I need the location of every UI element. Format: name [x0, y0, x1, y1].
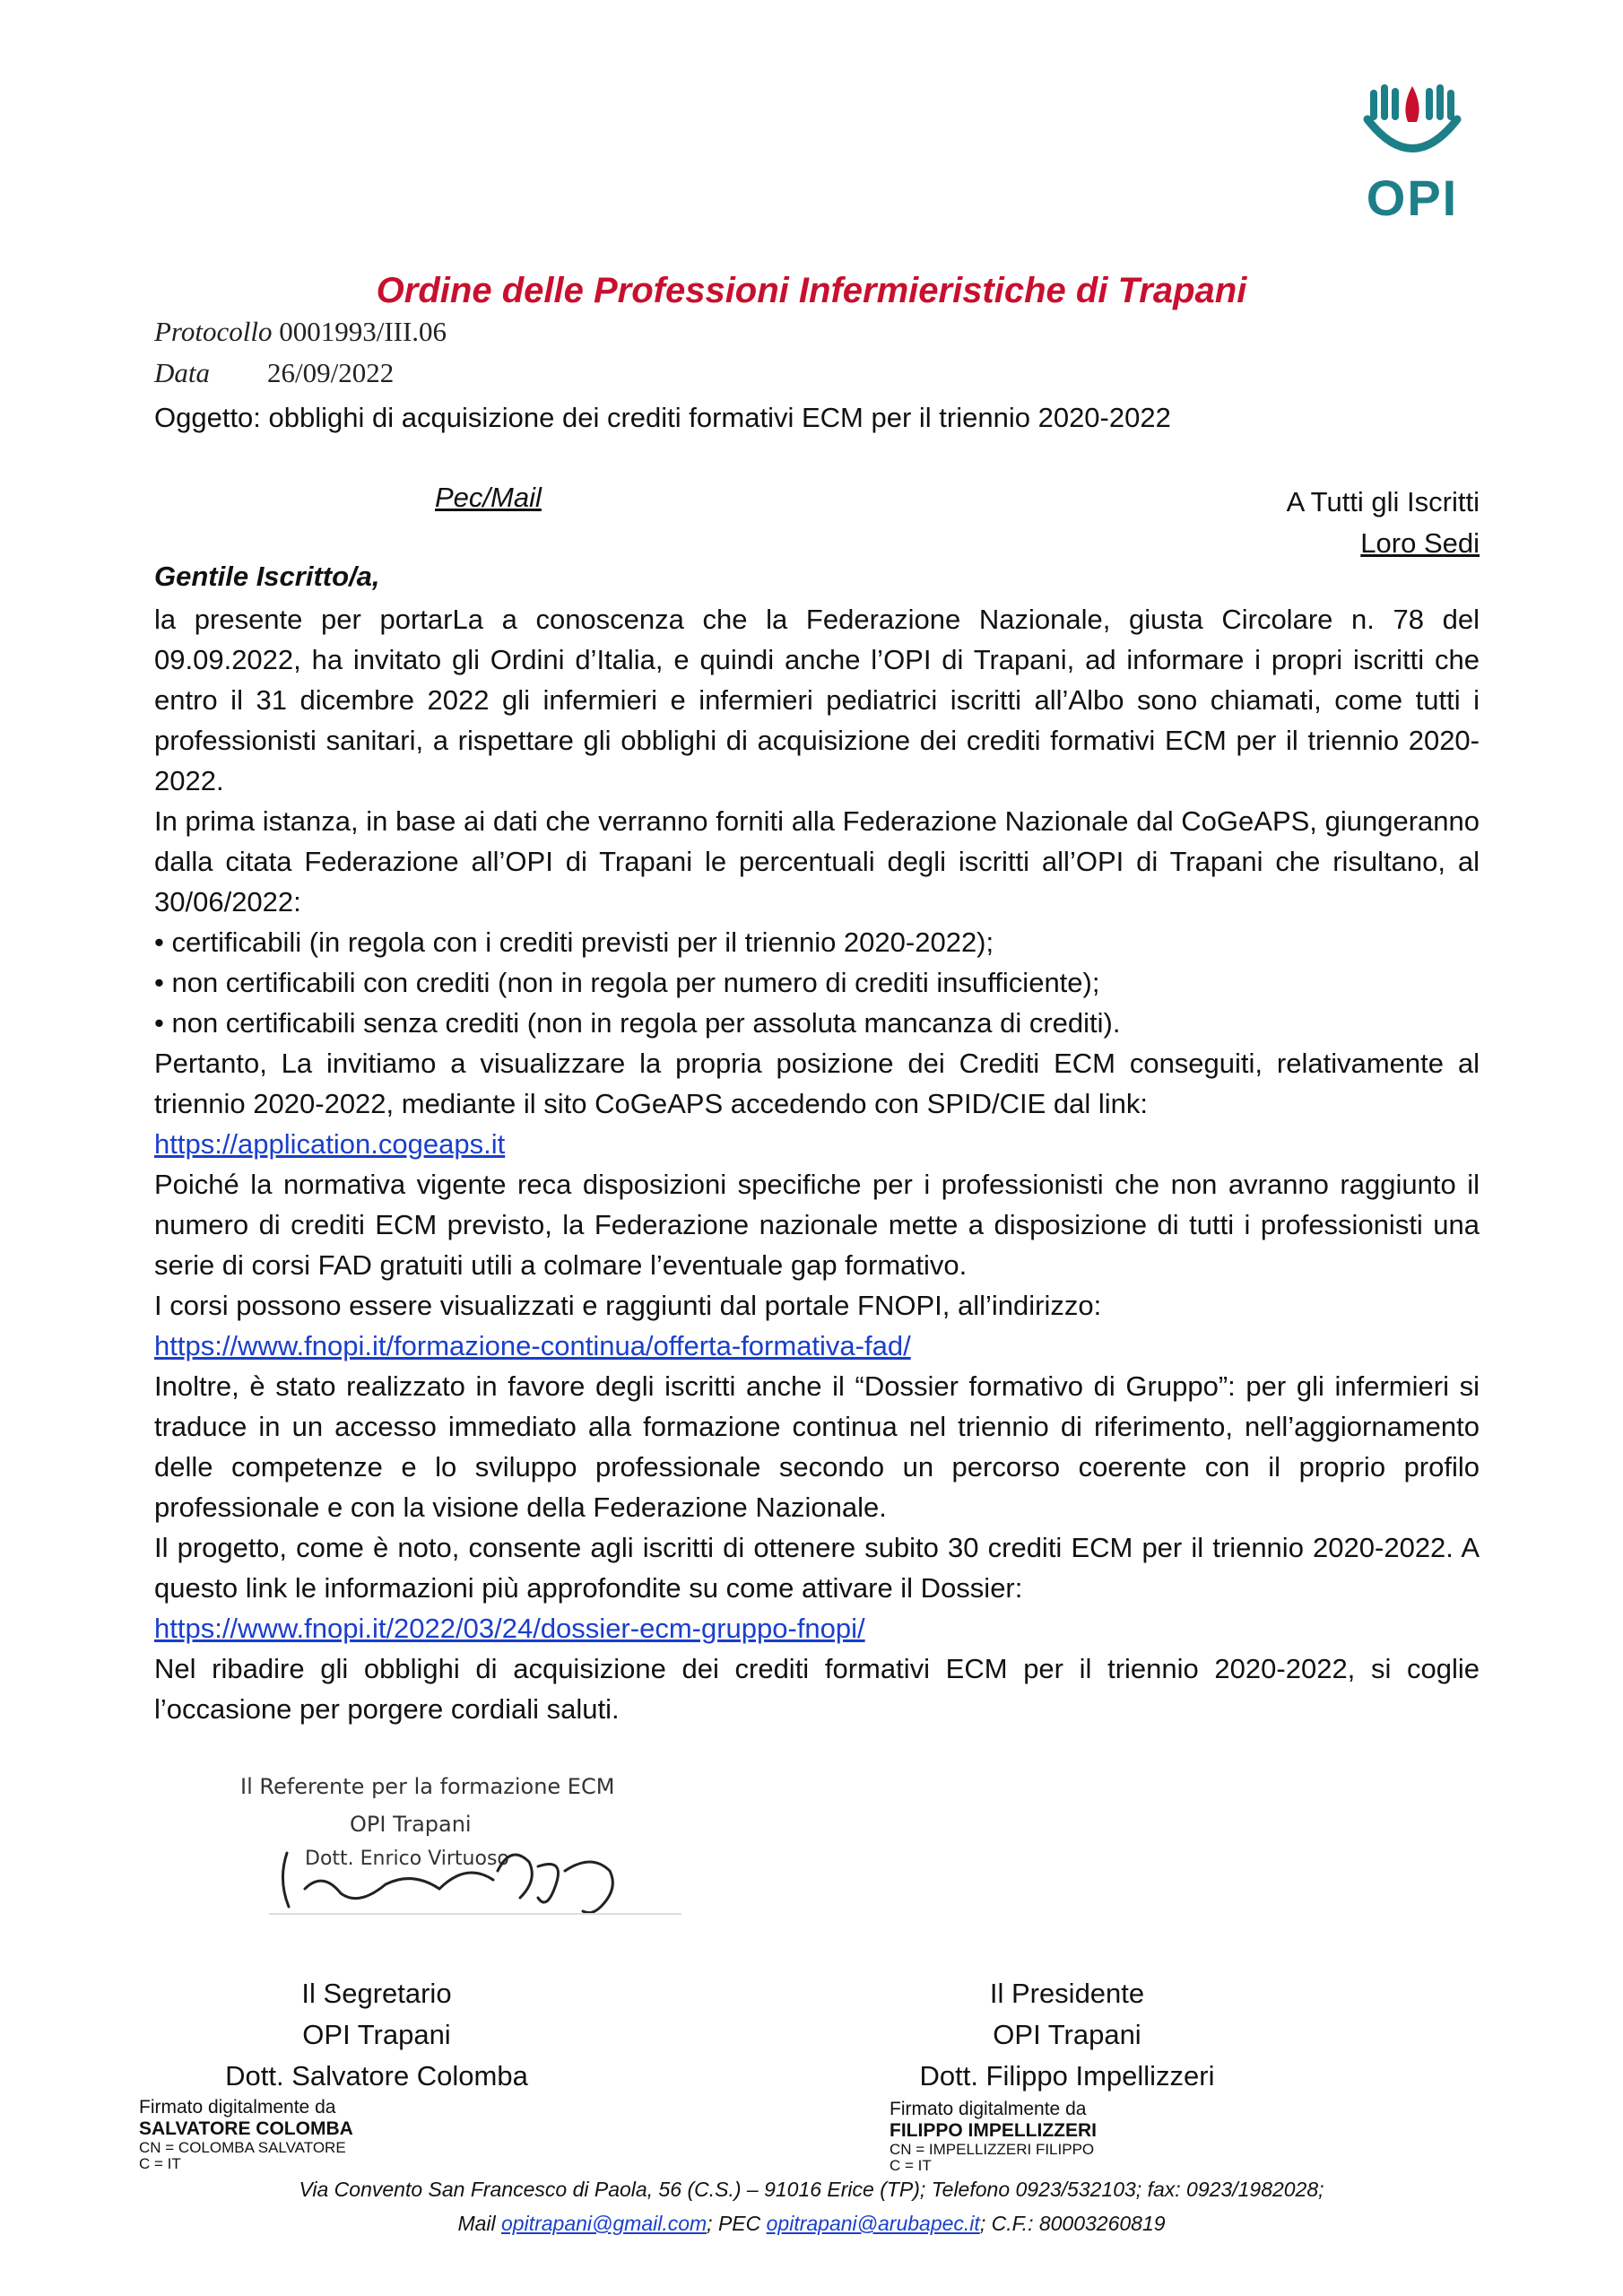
paragraph-instructions: Pertanto, La invitiamo a visualizzare la propria posizione dei Crediti ECM conseguiti, relativamente al triennio 2020-2022, mediante il sito CoGeAPS accedendo con SPID/CIE dal link:: [154, 1048, 1480, 1119]
logo-text: OPI: [1366, 170, 1459, 226]
paragraph-portal: I corsi possono essere visualizzati e raggiunti dal portale FNOPI, all’indirizzo:: [154, 1290, 1102, 1321]
footer-pec-label: ; PEC: [707, 2212, 761, 2235]
president-org: OPI Trapani: [993, 2019, 1141, 2050]
secretary-role: Il Segretario: [301, 1978, 452, 2009]
digital-signature-right: [890, 2099, 1097, 2174]
digital-signature-left: [139, 2097, 353, 2172]
referent-name: Dott. Enrico Virtuoso: [305, 1848, 509, 1870]
footer-address: Via Convento San Francesco di Paola, 56 (C.S.) – 91016 Erice (TP); Telefono 0923/532103; fax: 0923/1982028;: [299, 2178, 1324, 2201]
paragraph-data: In prima istanza, in base ai dati che verranno forniti alla Federazione Nazionale dal CoGeAPS, giungeranno dalla citata Federazione all’OPI di Trapani le percentuali degli iscritti all’OPI di Trapani che risultano, al 30/06/2022:: [154, 805, 1480, 918]
president-name: Dott. Filippo Impellizzeri: [919, 2060, 1215, 2092]
president-role: Il Presidente: [989, 1978, 1145, 2009]
bullet-item: • non certificabili senza crediti (non in regola per assoluta mancanza di crediti).: [154, 1007, 1121, 1039]
handwritten-signature: [269, 1844, 699, 1916]
digital-signature-cn: CN = IMPELLIZZERI FILIPPO: [890, 2141, 1095, 2158]
footer: [0, 2172, 1623, 2240]
recipients-line2: Loro Sedi: [1360, 527, 1480, 559]
footer-contacts: [0, 2206, 1623, 2240]
fnopi-dossier-link[interactable]: https://www.fnopi.it/2022/03/24/dossier-ecm-gruppo-fnopi/: [154, 1613, 865, 1644]
bullet-item: • non certificabili con crediti (non in regola per numero di crediti insufficiente);: [154, 967, 1100, 998]
date-value: 26/09/2022: [267, 357, 395, 388]
recipients-line1: A Tutti gli Iscritti: [1286, 486, 1480, 517]
fnopi-fad-link[interactable]: https://www.fnopi.it/formazione-continua/offerta-formativa-fad/: [154, 1330, 911, 1361]
recipients: [1287, 482, 1480, 564]
footer-mail-link[interactable]: opitrapani@gmail.com: [501, 2212, 707, 2235]
paragraph-project: Il progetto, come è noto, consente agli iscritti di ottenere subito 30 crediti ECM per il triennio 2020-2022. A questo link le informazioni più approfondite su come attivare il Dossier:: [154, 1532, 1480, 1604]
paragraph-dossier: Inoltre, è stato realizzato in favore degli iscritti anche il “Dossier formativo di Gruppo”: per gli infermieri si traduce in un accesso immediato alla formazione continua nel triennio di riferimento, nell’aggiornamento delle competenze e lo sviluppo professionale secondo un percorso coerente con il proprio profilo professionale e con la visione della Federazione Nazionale.: [154, 1370, 1480, 1523]
subject-line: Oggetto: obblighi di acquisizione dei crediti formativi ECM per il triennio 2020-2022: [154, 402, 1171, 433]
digital-signature-name: SALVATORE COLOMBA: [139, 2118, 353, 2139]
protocol-line: [154, 316, 447, 348]
paragraph-closing: Nel ribadire gli obblighi di acquisizione dei crediti formativi ECM per il triennio 2020-2022, si coglie l’occasione per porgere cordiali saluti.: [154, 1653, 1480, 1725]
secretary-org: OPI Trapani: [302, 2019, 451, 2050]
greeting: Gentile Iscritto/a,: [154, 561, 380, 592]
referent-org: OPI Trapani: [350, 1812, 472, 1837]
organization-title: Ordine delle Professioni Infermieristiche di Trapani: [376, 271, 1247, 310]
digital-signature-cn: CN = COLOMBA SALVATORE: [139, 2139, 346, 2156]
date-line: [154, 357, 394, 389]
footer-mail-label: Mail: [457, 2212, 496, 2235]
digital-signature-country: C = IT: [139, 2155, 181, 2172]
letter-body: [154, 599, 1480, 1729]
date-label: Data: [154, 357, 210, 388]
protocol-label: Protocollo: [154, 316, 273, 347]
opi-logo: [1345, 79, 1480, 226]
bullet-item: • certificabili (in regola con i crediti previsti per il triennio 2020-2022);: [154, 926, 994, 958]
digital-signature-label: Firmato digitalmente da: [890, 2099, 1087, 2119]
opi-hands-flame-icon: [1345, 79, 1480, 169]
president-signer: [879, 1973, 1255, 2097]
protocol-value: 0001993/III.06: [279, 316, 447, 347]
digital-signature-country: C = IT: [890, 2157, 932, 2174]
referent-title: Il Referente per la formazione ECM: [240, 1774, 615, 1799]
digital-signature-name: FILIPPO IMPELLIZZERI: [890, 2120, 1097, 2141]
paragraph-intro: la presente per portarLa a conoscenza che la Federazione Nazionale, giusta Circolare n. 78 del 09.09.2022, ha invitato gli Ordini d’Italia, e quindi anche l’OPI di Trapani, ad informare i propri iscritti che entro il 31 dicembre 2022 gli infermieri e infermieri pediatrici iscritti all’Albo sono chiamati, come tutti i professionisti sanitari, a rispettare gli obblighi di acquisizione dei crediti formativi ECM per il triennio 2020-2022.: [154, 604, 1480, 796]
secretary-signer: [188, 1973, 565, 2097]
footer-cf: ; C.F.: 80003260819: [979, 2212, 1166, 2235]
delivery-method: Pec/Mail: [435, 482, 542, 513]
paragraph-fad: Poiché la normativa vigente reca disposizioni specifiche per i professionisti che non avranno raggiunto il numero di crediti ECM previsto, la Federazione nazionale mette a disposizione di tutti i professionisti una serie di corsi FAD gratuiti utili a colmare l’eventuale gap formativo.: [154, 1169, 1480, 1281]
digital-signature-label: Firmato digitalmente da: [139, 2097, 336, 2118]
cogeaps-link[interactable]: https://application.cogeaps.it: [154, 1128, 506, 1160]
secretary-name: Dott. Salvatore Colomba: [225, 2060, 528, 2092]
footer-pec-link[interactable]: opitrapani@arubapec.it: [766, 2212, 980, 2235]
